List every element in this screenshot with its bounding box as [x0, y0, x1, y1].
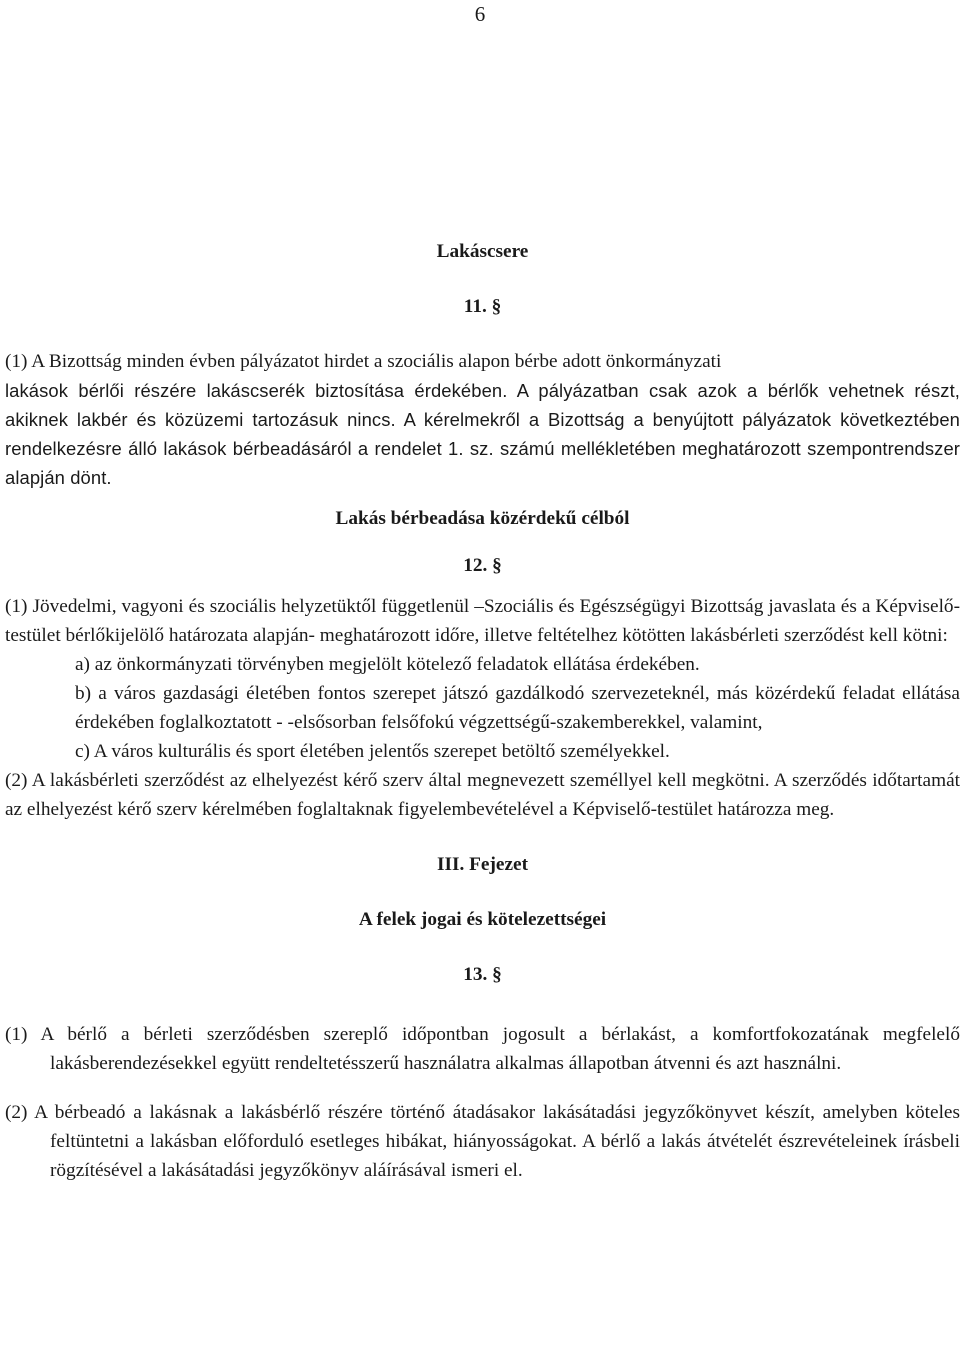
paragraph-number-11: 11. § — [463, 296, 502, 317]
paragraph-13-2: (2) A bérbeadó a lakásnak a lakásbérlő részére történő átadásakor lakásátadási jegyzőkönyvet készít, amelyben köteles feltüntetni a lakásban előforduló esetleges hibákat, hiányosságokat. A bérlő a lakás átvételét észrevételeinek írásbeli rögzítésével a lakásátadási jegyzőkönyv aláírásával ismeri el. — [5, 1101, 960, 1181]
document-body — [5, 237, 960, 1204]
page-number: 6 — [474, 2, 486, 26]
section-title-kozerdeku: Lakás bérbeadása közérdekű célból — [335, 508, 630, 529]
paragraph-11-1-body: lakások bérlői részére lakáscserék biztosítása érdekében. A pályázatban csak azok a bérlők vehetnek részt, akiknek lakbér és közüzemi tartozásuk nincs. A kérelmekről a Bizottság a benyújtott pályázatok következtében rendelkezésre álló lakások bérbeadásáról a rendelet 1. sz. számú mellékletében meghatározott szempontrendszer alapján dönt. — [5, 380, 960, 488]
paragraph-12-2: (2) A lakásbérleti szerződést az elhelyezést kérő szerv által megnevezett személlyel kell megkötni. A szerződés időtartamát az elhelyezést kérő szerv kérelmében foglaltaknak figyelembevételével a Képviselő-testület határozza meg. — [5, 770, 960, 820]
list-item-a: a) az önkormányzati törvényben megjelölt kötelező feladatok ellátása érdekében. — [75, 654, 700, 675]
chapter-subtitle: A felek jogai és kötelezettségei — [358, 909, 607, 930]
paragraph-number-13: 13. § — [463, 964, 502, 985]
list-item-c: c) A város kulturális és sport életében jelentős szerepet betöltő személyekkel. — [75, 741, 670, 762]
paragraph-13-1: (1) A bérlő a bérleti szerződésben szereplő időpontban jogosult a bérlakást, a komfortfokozatának megfelelő lakásberendezésekkel együtt rendeltetésszerű használatra alkalmas állapotban átvenni és azt használni. — [5, 1024, 960, 1075]
paragraph-number-12: 12. § — [463, 555, 502, 576]
list-item-b: b) a város gazdasági életében fontos szerepet játszó gazdálkodó szervezeteknél, más közérdekű feladat ellátása érdekében foglalkoztatott - -elsősorban felsőfokú végzettségű-szakemberekkel, valamint, — [75, 683, 960, 733]
section-title-lakascsere: Lakáscsere — [436, 241, 529, 262]
paragraph-12-1: (1) Jövedelmi, vagyoni és szociális helyzetüktől függetlenül –Szociális és Egészségügyi Bizottság javaslata és a Képviselő-testület bérlőkijelölő határozata alapján- meghatározott időre, illetve feltételhez kötötten lakásbérleti szerződést kell kötni: — [5, 596, 960, 646]
paragraph-11-1-line1: (1) A Bizottság minden évben pályázatot hirdet a szociális alapon bérbe adott önkormányzati — [5, 351, 722, 372]
chapter-title: III. Fejezet — [436, 854, 528, 875]
